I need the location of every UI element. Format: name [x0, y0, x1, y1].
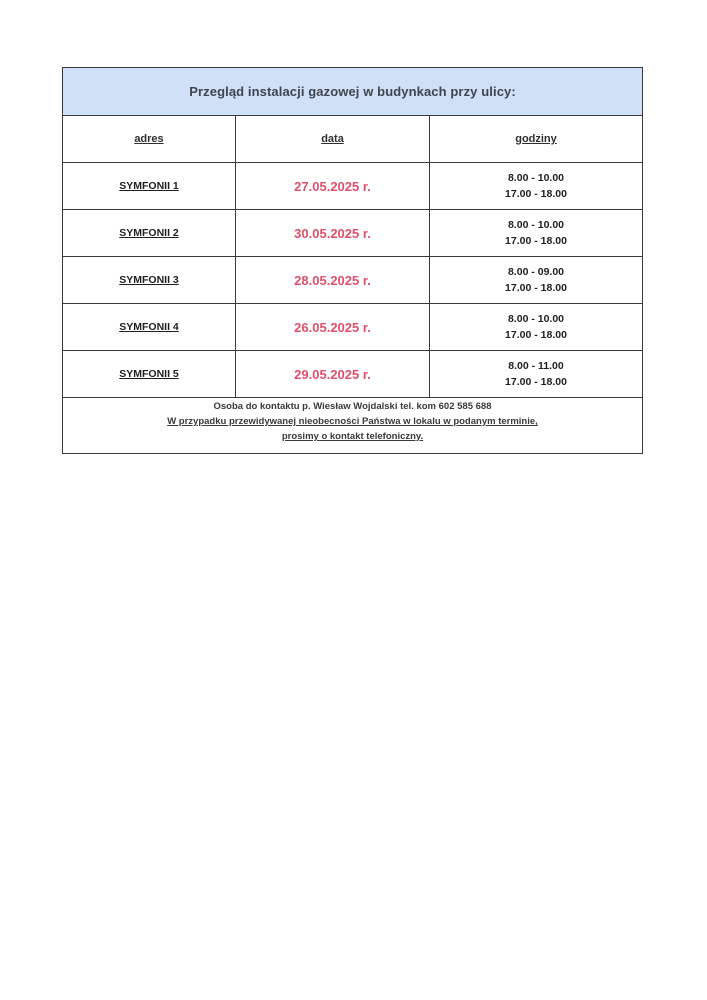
row-address: SYMFONII 5 — [63, 351, 236, 397]
row-date: 26.05.2025 r. — [236, 304, 430, 350]
row-address: SYMFONII 2 — [63, 210, 236, 256]
table-row — [63, 351, 642, 398]
hours-morning: 8.00 - 09.00 — [507, 266, 565, 278]
hours-evening: 17.00 - 18.00 — [505, 282, 567, 294]
header-date: data — [236, 116, 430, 162]
table-title: Przegląd instalacji gazowej w budynkach przy ulicy: — [63, 68, 642, 116]
row-date: 28.05.2025 r. — [236, 257, 430, 303]
table-row — [63, 163, 642, 210]
hours-morning: 8.00 - 10.00 — [507, 219, 565, 231]
row-hours — [430, 304, 642, 350]
row-hours — [430, 210, 642, 256]
hours-morning: 8.00 - 10.00 — [507, 172, 565, 184]
row-date: 27.05.2025 r. — [236, 163, 430, 209]
row-address: SYMFONII 1 — [63, 163, 236, 209]
row-hours — [430, 257, 642, 303]
row-address: SYMFONII 3 — [63, 257, 236, 303]
hours-evening: 17.00 - 18.00 — [505, 376, 567, 388]
header-hours: godziny — [515, 133, 557, 145]
inspection-schedule-table — [62, 67, 643, 454]
row-address: SYMFONII 4 — [63, 304, 236, 350]
row-date: 30.05.2025 r. — [236, 210, 430, 256]
table-row — [63, 257, 642, 304]
phone-contact-request: prosimy o kontakt telefoniczny. — [281, 431, 424, 442]
header-address: adres — [63, 116, 236, 162]
row-hours — [430, 163, 642, 209]
hours-evening: 17.00 - 18.00 — [505, 235, 567, 247]
row-date: 29.05.2025 r. — [236, 351, 430, 397]
table-row — [63, 304, 642, 351]
hours-evening: 17.00 - 18.00 — [505, 188, 567, 200]
table-row — [63, 210, 642, 257]
row-hours — [430, 351, 642, 397]
contact-person: Osoba do kontaktu p. Wiesław Wojdalski tel. kom 602 585 688 — [213, 401, 492, 412]
hours-morning: 8.00 - 10.00 — [507, 313, 565, 325]
table-footer-note — [63, 398, 642, 453]
hours-evening: 17.00 - 18.00 — [505, 329, 567, 341]
hours-morning: 8.00 - 11.00 — [508, 360, 564, 372]
absence-note: W przypadku przewidywanej nieobecności Państwa w lokalu w podanym terminie, — [167, 416, 538, 427]
table-header-row — [63, 116, 642, 163]
